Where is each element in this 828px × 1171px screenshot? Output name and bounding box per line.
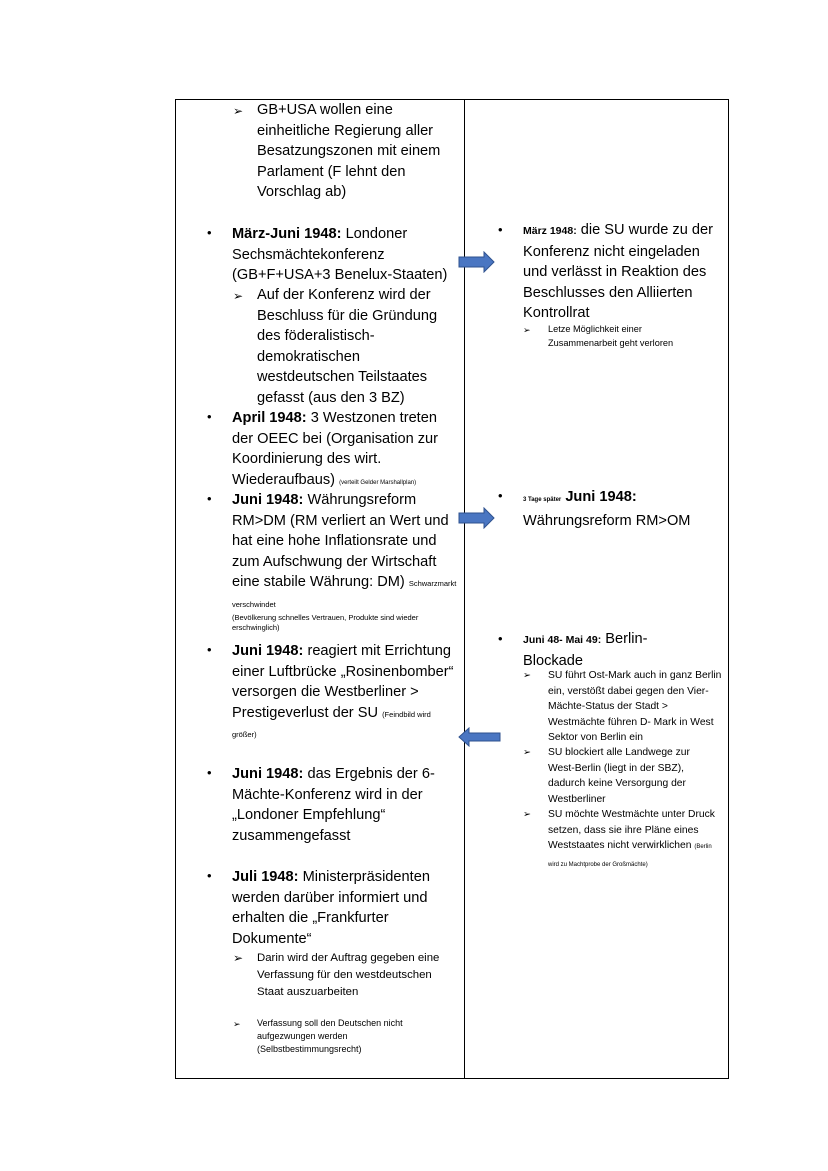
result-date: Juni 1948: [232, 766, 304, 782]
arrow-bullet-icon: ➢ [523, 747, 531, 758]
blockade-date: Juni 48- Mai 49: [523, 634, 602, 646]
arrow-bullet-icon: ➢ [233, 104, 244, 118]
airlift-date: Juni 1948: [232, 643, 304, 659]
bullet-icon: • [207, 225, 212, 240]
berlin-blockade-entry [523, 629, 683, 671]
london-text: Londoner Sechsmächtekonferenz (GB+F+USA+3 Benelux-Staaten) [232, 226, 448, 283]
su-exit-text: die SU wurde zu der Konferenz nicht eingeladen und verlässt in Reaktion des Beschlusses den Alliierten Kontrollrat [523, 222, 713, 321]
bullet-icon: • [207, 868, 212, 883]
ministers-sub-1: Darin wird der Auftrag gegeben eine Verfassung für den westdeutschen Staat auszuarbeiten [257, 952, 440, 998]
currency-note-1: Schwarzmarkt verschwindet [232, 579, 457, 609]
blockade-sub-1: SU führt Ost-Mark auch in ganz Berlin ein, verstößt dabei gegen den Vier-Mächte-Status der Stadt > Westmächte führen D- Mark in West Sektor von Berlin ein [548, 670, 722, 743]
ministers-text: Ministerpräsidenten werden darüber informiert und erhalten die „Frankfurter Dokumente“ [232, 869, 430, 947]
airlift-text: reagiert mit Errichtung einer Luftbrücke „Rosinenbomber“ versorgen die Westberliner > Prestigeverlust der SU [232, 643, 454, 721]
bullet-icon: • [207, 765, 212, 780]
london-recommendation-entry [232, 764, 442, 846]
london-conference-entry [232, 224, 457, 286]
arrow-bullet-icon: ➢ [523, 325, 531, 335]
su-leaves-council-entry [523, 220, 723, 324]
ministers-sub-2: Verfassung soll den Deutschen nicht aufgezwungen werden (Selbstbestimmungsrecht) [257, 1018, 403, 1054]
bullet-icon: • [207, 491, 212, 506]
currency-date: Juni 1948: [232, 492, 304, 508]
currency-reform-entry [232, 490, 460, 613]
airlift-entry [232, 641, 457, 744]
ministers-date: Juli 1948: [232, 869, 299, 885]
east-currency-date: Juni 1948: [565, 489, 637, 505]
blockade-sub-3-text: SU möchte Westmächte unter Druck setzen, dass sie ihre Pläne eines Weststaates nicht verwirklichen [548, 809, 715, 851]
result-text: das Ergebnis der 6-Mächte-Konferenz wird in der „Londoner Empfehlung“ zusammengefasst [232, 766, 435, 844]
airlift-note: (Feindbild wird größer) [232, 709, 431, 739]
arrow-bullet-icon: ➢ [233, 1019, 241, 1029]
arrow-bullet-icon: ➢ [523, 809, 531, 820]
bullet-icon: • [498, 488, 503, 503]
east-currency-entry [523, 487, 723, 531]
intro-point: GB+USA wollen eine einheitliche Regierung aller Besatzungszonen mit einem Parlament (F lehnt den Vorschlag ab) [257, 102, 441, 200]
currency-note-2: (Bevölkerung schnelles Vertrauen, Produkte sind wieder erschwinglich) [232, 613, 419, 632]
oeec-text: 3 Westzonen treten der OEEC bei (Organisation zur Koordinierung des wirt. Wiederaufbaus) [232, 410, 439, 488]
bullet-icon: • [498, 631, 503, 646]
frankfurt-documents-entry [232, 867, 454, 949]
london-sub-point: Auf der Konferenz wird der Beschluss für die Gründung des föderalistisch-demokratischen westdeutschen Teilstaates gefasst (aus den 3 BZ) [257, 287, 438, 406]
blockade-note: (Berlin wird zu Machtprobe der Großmächte) [548, 844, 712, 868]
oeec-entry [232, 408, 457, 493]
su-exit-date: März 1948: [523, 225, 577, 237]
right-arrow-icon [458, 251, 496, 273]
arrow-bullet-icon: ➢ [523, 670, 531, 681]
arrow-bullet-icon: ➢ [233, 289, 244, 303]
oeec-note: (verteilt Gelder Marshallplan) [339, 479, 417, 486]
column-divider [464, 99, 465, 1079]
oeec-date: April 1948: [232, 410, 307, 426]
blockade-sub-3 [548, 807, 718, 873]
arrow-bullet-icon: ➢ [233, 951, 244, 965]
blockade-text: Berlin-Blockade [523, 631, 648, 669]
bullet-icon: • [498, 222, 503, 237]
bullet-icon: • [207, 409, 212, 424]
right-arrow-icon [458, 507, 496, 529]
east-currency-text: Währungsreform RM>OM [523, 512, 691, 529]
east-currency-prefix: 3 Tage später [523, 497, 562, 503]
currency-text: Währungsreform RM>DM (RM verliert an Wert und hat eine hohe Inflationsrate und zum Aufschwung der Wirtschaft eine stabile Währung: DM) [232, 492, 449, 590]
left-arrow-icon [458, 727, 502, 747]
london-date: März-Juni 1948: [232, 226, 342, 242]
bullet-icon: • [207, 642, 212, 657]
su-exit-sub: Letze Möglichkeit einer Zusammenarbeit geht verloren [548, 324, 674, 348]
blockade-sub-2: SU blockiert alle Landwege zur West-Berlin (liegt in der SBZ), dadurch keine Versorgung der Westberliner [548, 747, 690, 805]
